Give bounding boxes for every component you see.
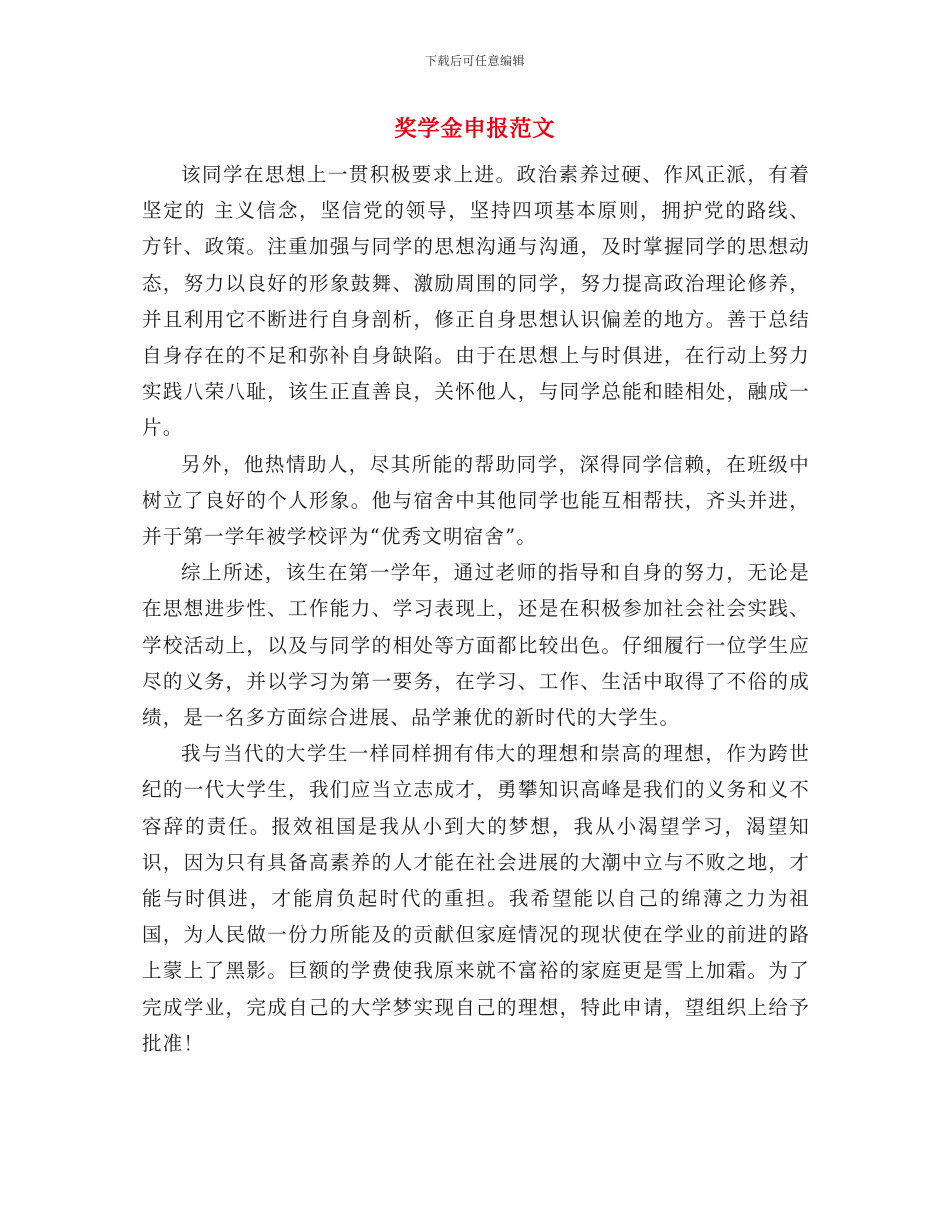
paragraph-2: 另外，他热情助人，尽其所能的帮助同学，深得同学信赖，在班级中树立了良好的个人形象。他与宿舍中其他同学也能互相帮扶，齐头并进，并于第一学年被学校评为“优秀文明宿舍”。 xyxy=(142,452,810,549)
document-body xyxy=(142,157,810,1062)
document-title: 奖学金申报范文 xyxy=(394,116,556,142)
paragraph-1: 该同学在思想上一贯积极要求上进。政治素养过硬、作风正派，有着坚定的 主义信念，坚信党的领导，坚持四项基本原则，拥护党的路线、方针、政策。注重加强与同学的思想沟通与沟通，及时掌握同学的思想动态，努力以良好的形象鼓舞、激励周围的同学，努力提高政治理论修养，并且利用它不断进行自身剖析，修正自身思想认识偏差的地方。善于总结自身存在的不足和弥补自身缺陷。由于在思想上与时俱进，在行动上努力实践八荣八耻，该生正直善良，关怀他人，与同学总能和睦相处，融成一片。 xyxy=(142,163,810,440)
paragraph-3: 综上所述，该生在第一学年，通过老师的指导和自身的努力，无论是在思想进步性、工作能力、学习表现上，还是在积极参加社会社会实践、学校活动上，以及与同学的相处等方面都比较出色。仔细履行一位学生应尽的义务，并以学习为第一要务，在学习、工作、生活中取得了不俗的成绩，是一名多方面综合进展、品学兼优的新时代的大学生。 xyxy=(142,561,810,730)
page-header-note: 下载后可任意编辑 xyxy=(424,54,525,68)
paragraph-4: 我与当代的大学生一样同样拥有伟大的理想和崇高的理想，作为跨世纪的一代大学生，我们应当立志成才，勇攀知识高峰是我们的义务和义不容辞的责任。报效祖国是我从小到大的梦想，我从小渴望学习，渴望知识，因为只有具备高素养的人才能在社会进展的大潮中立与不败之地，才能与时俱进，才能肩负起时代的重担。我希望能以自己的绵薄之力为祖国，为人民做一份力所能及的贡献但家庭情况的现状使在学业的前进的路上蒙上了黑影。巨额的学费使我原来就不富裕的家庭更是雪上加霜。为了完成学业，完成自己的大学梦实现自己的理想，特此申请，望组织上给予批准！ xyxy=(142,742,810,1055)
